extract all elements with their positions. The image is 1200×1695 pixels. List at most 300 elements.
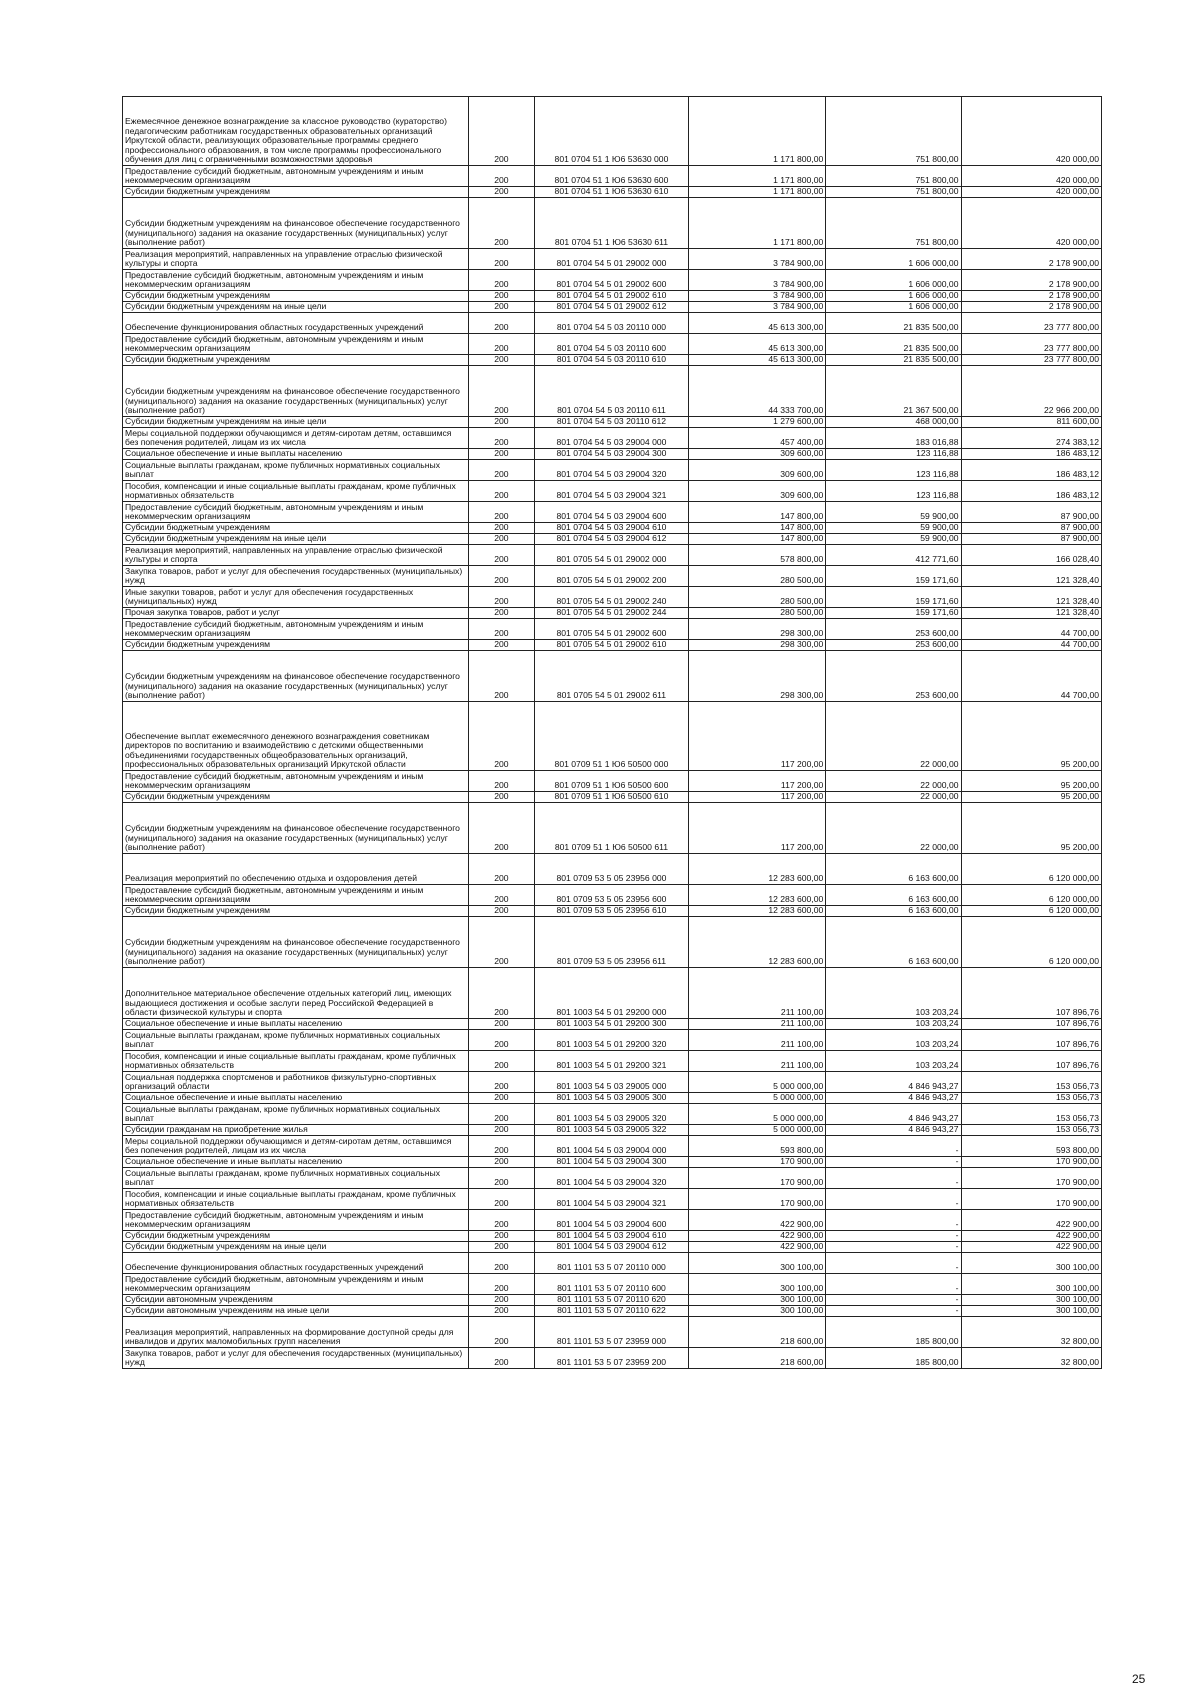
- row-remaining-amount: 153 056,73: [961, 1072, 1102, 1093]
- row-remaining-amount: 593 800,00: [961, 1136, 1102, 1157]
- row-remaining-amount: 2 178 900,00: [961, 302, 1102, 313]
- table-row: [123, 545, 1102, 566]
- row-executed-amount: 6 163 600,00: [826, 906, 961, 917]
- row-executed-amount: -: [826, 1274, 961, 1295]
- row-budget-code: 801 1101 53 5 07 20110 622: [534, 1306, 688, 1317]
- row-remaining-amount: 186 483,12: [961, 481, 1102, 502]
- row-code: 200: [468, 651, 534, 702]
- row-remaining-amount: 95 200,00: [961, 792, 1102, 803]
- row-remaining-amount: 95 200,00: [961, 771, 1102, 792]
- row-budget-code: 801 1003 54 5 01 29200 000: [534, 968, 688, 1019]
- row-budget-code: 801 0704 51 1 Ю6 53630 600: [534, 166, 688, 187]
- table-row: [123, 1157, 1102, 1168]
- row-approved-amount: 5 000 000,00: [689, 1125, 826, 1136]
- row-budget-code: 801 0705 54 5 01 29002 610: [534, 640, 688, 651]
- row-name: Иные закупки товаров, работ и услуг для обеспечения государственных (муниципальных) нужд: [123, 587, 469, 608]
- row-executed-amount: -: [826, 1242, 961, 1253]
- row-name: Предоставление субсидий бюджетным, автономным учреждениям и иным некоммерческим организациям: [123, 771, 469, 792]
- row-approved-amount: 147 800,00: [689, 502, 826, 523]
- row-remaining-amount: 23 777 800,00: [961, 334, 1102, 355]
- table-row: [123, 1210, 1102, 1231]
- row-executed-amount: 59 900,00: [826, 523, 961, 534]
- row-executed-amount: 159 171,60: [826, 566, 961, 587]
- row-executed-amount: 253 600,00: [826, 651, 961, 702]
- row-executed-amount: 123 116,88: [826, 481, 961, 502]
- row-executed-amount: 123 116,88: [826, 449, 961, 460]
- row-remaining-amount: 422 900,00: [961, 1231, 1102, 1242]
- row-approved-amount: 12 283 600,00: [689, 885, 826, 906]
- table-row: [123, 313, 1102, 334]
- row-remaining-amount: 121 328,40: [961, 566, 1102, 587]
- row-name: Закупка товаров, работ и услуг для обеспечения государственных (муниципальных) нужд: [123, 1348, 469, 1369]
- row-remaining-amount: 153 056,73: [961, 1093, 1102, 1104]
- row-budget-code: 801 0704 51 1 Ю6 53630 611: [534, 198, 688, 249]
- row-remaining-amount: 121 328,40: [961, 587, 1102, 608]
- table-row: [123, 534, 1102, 545]
- row-remaining-amount: 420 000,00: [961, 187, 1102, 198]
- row-approved-amount: 211 100,00: [689, 1019, 826, 1030]
- row-executed-amount: 6 163 600,00: [826, 885, 961, 906]
- row-code: 200: [468, 854, 534, 885]
- row-remaining-amount: 6 120 000,00: [961, 854, 1102, 885]
- row-approved-amount: 593 800,00: [689, 1136, 826, 1157]
- row-executed-amount: -: [826, 1295, 961, 1306]
- row-remaining-amount: 44 700,00: [961, 651, 1102, 702]
- row-name: Субсидии бюджетным учреждениям: [123, 291, 469, 302]
- row-budget-code: 801 1003 54 5 03 29005 320: [534, 1104, 688, 1125]
- row-remaining-amount: 420 000,00: [961, 97, 1102, 166]
- row-code: 200: [468, 1125, 534, 1136]
- row-approved-amount: 3 784 900,00: [689, 291, 826, 302]
- row-executed-amount: 123 116,88: [826, 460, 961, 481]
- row-code: 200: [468, 885, 534, 906]
- row-budget-code: 801 1004 54 5 03 29004 000: [534, 1136, 688, 1157]
- row-executed-amount: 6 163 600,00: [826, 917, 961, 968]
- table-row: [123, 566, 1102, 587]
- row-executed-amount: 59 900,00: [826, 534, 961, 545]
- row-approved-amount: 300 100,00: [689, 1253, 826, 1274]
- table-row: [123, 249, 1102, 270]
- row-code: 200: [468, 917, 534, 968]
- row-approved-amount: 44 333 700,00: [689, 366, 826, 417]
- row-name: Меры социальной поддержки обучающимся и детям-сиротам детям, оставшимся без попечения родителей, лицам из их числа: [123, 428, 469, 449]
- row-executed-amount: -: [826, 1157, 961, 1168]
- row-name: Ежемесячное денежное вознаграждение за классное руководство (кураторство) педагогическим работникам государственных образовательных организаций Иркутской области, реализующих образовательные программы среднего профессионального образования, в том числе программы профессионального обучения для лиц с ограниченными возможностями здоровья: [123, 97, 469, 166]
- row-approved-amount: 1 171 800,00: [689, 187, 826, 198]
- row-name: Социальная поддержка спортсменов и работников физкультурно-спортивных организаций области: [123, 1072, 469, 1093]
- row-remaining-amount: 23 777 800,00: [961, 355, 1102, 366]
- row-approved-amount: 12 283 600,00: [689, 854, 826, 885]
- row-approved-amount: 280 500,00: [689, 566, 826, 587]
- row-approved-amount: 1 171 800,00: [689, 97, 826, 166]
- row-approved-amount: 300 100,00: [689, 1306, 826, 1317]
- table-row: [123, 906, 1102, 917]
- row-approved-amount: 211 100,00: [689, 1051, 826, 1072]
- table-row: [123, 502, 1102, 523]
- row-code: 200: [468, 906, 534, 917]
- row-name: Социальное обеспечение и иные выплаты населению: [123, 1019, 469, 1030]
- row-remaining-amount: 87 900,00: [961, 534, 1102, 545]
- row-code: 200: [468, 608, 534, 619]
- row-budget-code: 801 0709 51 1 Ю6 50500 600: [534, 771, 688, 792]
- row-executed-amount: 103 203,24: [826, 1019, 961, 1030]
- row-name: Субсидии бюджетным учреждениям на иные цели: [123, 1242, 469, 1253]
- row-approved-amount: 12 283 600,00: [689, 906, 826, 917]
- row-executed-amount: 412 771,60: [826, 545, 961, 566]
- row-name: Социальное обеспечение и иные выплаты населению: [123, 449, 469, 460]
- table-row: [123, 1051, 1102, 1072]
- table-row: [123, 1030, 1102, 1051]
- row-approved-amount: 170 900,00: [689, 1189, 826, 1210]
- row-executed-amount: 4 846 943,27: [826, 1125, 961, 1136]
- row-approved-amount: 211 100,00: [689, 1030, 826, 1051]
- row-budget-code: 801 1101 53 5 07 20110 000: [534, 1253, 688, 1274]
- row-approved-amount: 117 200,00: [689, 792, 826, 803]
- row-executed-amount: 103 203,24: [826, 1051, 961, 1072]
- row-code: 200: [468, 1306, 534, 1317]
- row-budget-code: 801 0709 51 1 Ю6 50500 610: [534, 792, 688, 803]
- row-executed-amount: 253 600,00: [826, 640, 961, 651]
- row-approved-amount: 45 613 300,00: [689, 313, 826, 334]
- budget-execution-table: [122, 96, 1102, 1369]
- row-name: Субсидии бюджетным учреждениям на иные цели: [123, 302, 469, 313]
- row-name: Субсидии автономным учреждениям: [123, 1295, 469, 1306]
- row-executed-amount: -: [826, 1306, 961, 1317]
- row-remaining-amount: 6 120 000,00: [961, 885, 1102, 906]
- table-row: [123, 270, 1102, 291]
- row-budget-code: 801 0704 54 5 03 29004 600: [534, 502, 688, 523]
- row-code: 200: [468, 187, 534, 198]
- row-name: Реализация мероприятий, направленных на управление отраслью физической культуры и спорта: [123, 545, 469, 566]
- row-budget-code: 801 0704 51 1 Ю6 53630 610: [534, 187, 688, 198]
- row-approved-amount: 211 100,00: [689, 968, 826, 1019]
- page-number: 25: [1132, 1672, 1146, 1686]
- row-name: Субсидии бюджетным учреждениям: [123, 640, 469, 651]
- table-row: [123, 1306, 1102, 1317]
- row-executed-amount: 1 606 000,00: [826, 291, 961, 302]
- row-remaining-amount: 811 600,00: [961, 417, 1102, 428]
- row-remaining-amount: 170 900,00: [961, 1189, 1102, 1210]
- row-remaining-amount: 274 383,12: [961, 428, 1102, 449]
- row-remaining-amount: 107 896,76: [961, 1030, 1102, 1051]
- row-approved-amount: 3 784 900,00: [689, 302, 826, 313]
- table-row: [123, 1253, 1102, 1274]
- row-code: 200: [468, 1348, 534, 1369]
- row-approved-amount: 1 279 600,00: [689, 417, 826, 428]
- table-row: [123, 523, 1102, 534]
- row-code: 200: [468, 249, 534, 270]
- row-name: Социальное обеспечение и иные выплаты населению: [123, 1157, 469, 1168]
- row-budget-code: 801 1004 54 5 03 29004 321: [534, 1189, 688, 1210]
- row-executed-amount: -: [826, 1136, 961, 1157]
- row-remaining-amount: 300 100,00: [961, 1274, 1102, 1295]
- row-executed-amount: 21 367 500,00: [826, 366, 961, 417]
- row-approved-amount: 309 600,00: [689, 481, 826, 502]
- row-name: Субсидии бюджетным учреждениям: [123, 906, 469, 917]
- row-executed-amount: 751 800,00: [826, 198, 961, 249]
- row-remaining-amount: 107 896,76: [961, 968, 1102, 1019]
- row-budget-code: 801 0709 53 5 05 23956 600: [534, 885, 688, 906]
- row-name: Пособия, компенсации и иные социальные выплаты гражданам, кроме публичных нормативных обязательств: [123, 1189, 469, 1210]
- row-code: 200: [468, 302, 534, 313]
- row-name: Субсидии бюджетным учреждениям на финансовое обеспечение государственного (муниципального) задания на оказание государственных (муниципальных) услуг (выполнение работ): [123, 651, 469, 702]
- row-name: Предоставление субсидий бюджетным, автономным учреждениям и иным некоммерческим организациям: [123, 885, 469, 906]
- row-budget-code: 801 0704 54 5 03 20110 600: [534, 334, 688, 355]
- row-remaining-amount: 422 900,00: [961, 1210, 1102, 1231]
- row-executed-amount: 159 171,60: [826, 587, 961, 608]
- row-remaining-amount: 300 100,00: [961, 1295, 1102, 1306]
- row-executed-amount: 103 203,24: [826, 968, 961, 1019]
- row-name: Реализация мероприятий по обеспечению отдыха и оздоровления детей: [123, 854, 469, 885]
- row-name: Пособия, компенсации и иные социальные выплаты гражданам, кроме публичных нормативных обязательств: [123, 481, 469, 502]
- row-executed-amount: 21 835 500,00: [826, 355, 961, 366]
- table-row: [123, 1242, 1102, 1253]
- row-code: 200: [468, 1136, 534, 1157]
- table-row: [123, 1295, 1102, 1306]
- row-executed-amount: 159 171,60: [826, 608, 961, 619]
- table-row: [123, 1136, 1102, 1157]
- table-row: [123, 1348, 1102, 1369]
- row-code: 200: [468, 417, 534, 428]
- row-name: Реализация мероприятий, направленных на управление отраслью физической культуры и спорта: [123, 249, 469, 270]
- row-name: Предоставление субсидий бюджетным, автономным учреждениям и иным некоммерческим организациям: [123, 619, 469, 640]
- row-code: 200: [468, 355, 534, 366]
- row-approved-amount: 218 600,00: [689, 1348, 826, 1369]
- row-code: 200: [468, 1072, 534, 1093]
- row-code: 200: [468, 702, 534, 771]
- row-approved-amount: 422 900,00: [689, 1210, 826, 1231]
- row-remaining-amount: 2 178 900,00: [961, 270, 1102, 291]
- row-approved-amount: 117 200,00: [689, 702, 826, 771]
- row-name: Социальные выплаты гражданам, кроме публичных нормативных социальных выплат: [123, 1168, 469, 1189]
- row-budget-code: 801 0709 51 1 Ю6 50500 611: [534, 803, 688, 854]
- row-budget-code: 801 1003 54 5 03 29005 300: [534, 1093, 688, 1104]
- row-approved-amount: 298 300,00: [689, 640, 826, 651]
- row-remaining-amount: 95 200,00: [961, 702, 1102, 771]
- row-code: 200: [468, 166, 534, 187]
- row-remaining-amount: 300 100,00: [961, 1253, 1102, 1274]
- row-remaining-amount: 166 028,40: [961, 545, 1102, 566]
- row-approved-amount: 218 600,00: [689, 1317, 826, 1348]
- row-approved-amount: 280 500,00: [689, 608, 826, 619]
- table-row: [123, 97, 1102, 166]
- row-approved-amount: 170 900,00: [689, 1157, 826, 1168]
- row-code: 200: [468, 1317, 534, 1348]
- table-row: [123, 1019, 1102, 1030]
- row-name: Субсидии бюджетным учреждениям: [123, 355, 469, 366]
- table-row: [123, 1231, 1102, 1242]
- table-row: [123, 854, 1102, 885]
- row-code: 200: [468, 1231, 534, 1242]
- row-code: 200: [468, 1210, 534, 1231]
- row-executed-amount: 59 900,00: [826, 502, 961, 523]
- row-executed-amount: -: [826, 1210, 961, 1231]
- table-row: [123, 417, 1102, 428]
- row-budget-code: 801 1101 53 5 07 23959 200: [534, 1348, 688, 1369]
- row-approved-amount: 3 784 900,00: [689, 270, 826, 291]
- row-code: 200: [468, 792, 534, 803]
- row-executed-amount: 21 835 500,00: [826, 313, 961, 334]
- row-budget-code: 801 0704 54 5 03 20110 610: [534, 355, 688, 366]
- row-executed-amount: -: [826, 1253, 961, 1274]
- row-budget-code: 801 0704 54 5 03 29004 321: [534, 481, 688, 502]
- row-code: 200: [468, 803, 534, 854]
- table-row: [123, 366, 1102, 417]
- row-code: 200: [468, 545, 534, 566]
- row-executed-amount: 751 800,00: [826, 166, 961, 187]
- row-executed-amount: 4 846 943,27: [826, 1093, 961, 1104]
- row-name: Субсидии гражданам на приобретение жилья: [123, 1125, 469, 1136]
- budget-table-body: [123, 97, 1102, 1369]
- row-executed-amount: 22 000,00: [826, 771, 961, 792]
- row-approved-amount: 309 600,00: [689, 460, 826, 481]
- row-name: Субсидии бюджетным учреждениям: [123, 187, 469, 198]
- row-approved-amount: 578 800,00: [689, 545, 826, 566]
- row-code: 200: [468, 270, 534, 291]
- row-name: Предоставление субсидий бюджетным, автономным учреждениям и иным некоммерческим организациям: [123, 1274, 469, 1295]
- row-remaining-amount: 170 900,00: [961, 1157, 1102, 1168]
- row-name: Предоставление субсидий бюджетным, автономным учреждениям и иным некоммерческим организациям: [123, 334, 469, 355]
- row-budget-code: 801 1003 54 5 03 29005 322: [534, 1125, 688, 1136]
- row-executed-amount: 185 800,00: [826, 1348, 961, 1369]
- row-executed-amount: 103 203,24: [826, 1030, 961, 1051]
- table-row: [123, 334, 1102, 355]
- table-row: [123, 355, 1102, 366]
- row-remaining-amount: 2 178 900,00: [961, 291, 1102, 302]
- table-row: [123, 166, 1102, 187]
- row-code: 200: [468, 1274, 534, 1295]
- row-budget-code: 801 1003 54 5 01 29200 320: [534, 1030, 688, 1051]
- row-approved-amount: 3 784 900,00: [689, 249, 826, 270]
- row-executed-amount: 22 000,00: [826, 792, 961, 803]
- table-row: [123, 587, 1102, 608]
- row-budget-code: 801 0709 51 1 Ю6 50500 000: [534, 702, 688, 771]
- row-remaining-amount: 170 900,00: [961, 1168, 1102, 1189]
- row-budget-code: 801 0705 54 5 01 29002 611: [534, 651, 688, 702]
- row-code: 200: [468, 1242, 534, 1253]
- row-name: Прочая закупка товаров, работ и услуг: [123, 608, 469, 619]
- row-executed-amount: 468 000,00: [826, 417, 961, 428]
- row-budget-code: 801 0704 54 5 03 20110 000: [534, 313, 688, 334]
- row-name: Предоставление субсидий бюджетным, автономным учреждениям и иным некоммерческим организациям: [123, 502, 469, 523]
- row-remaining-amount: 2 178 900,00: [961, 249, 1102, 270]
- row-code: 200: [468, 1168, 534, 1189]
- table-row: [123, 1274, 1102, 1295]
- row-budget-code: 801 0704 54 5 03 29004 000: [534, 428, 688, 449]
- row-name: Обеспечение функционирования областных государственных учреждений: [123, 313, 469, 334]
- row-budget-code: 801 0705 54 5 01 29002 240: [534, 587, 688, 608]
- row-executed-amount: -: [826, 1189, 961, 1210]
- row-code: 200: [468, 566, 534, 587]
- row-budget-code: 801 0705 54 5 01 29002 600: [534, 619, 688, 640]
- table-row: [123, 1168, 1102, 1189]
- row-approved-amount: 422 900,00: [689, 1242, 826, 1253]
- row-budget-code: 801 0709 53 5 05 23956 610: [534, 906, 688, 917]
- row-budget-code: 801 0704 51 1 Ю6 53630 000: [534, 97, 688, 166]
- table-row: [123, 302, 1102, 313]
- row-name: Социальное обеспечение и иные выплаты населению: [123, 1093, 469, 1104]
- row-name: Субсидии бюджетным учреждениям: [123, 523, 469, 534]
- row-code: 200: [468, 640, 534, 651]
- row-approved-amount: 117 200,00: [689, 771, 826, 792]
- row-remaining-amount: 186 483,12: [961, 449, 1102, 460]
- row-budget-code: 801 1004 54 5 03 29004 300: [534, 1157, 688, 1168]
- row-executed-amount: -: [826, 1231, 961, 1242]
- row-name: Субсидии бюджетным учреждениям: [123, 792, 469, 803]
- row-budget-code: 801 1101 53 5 07 23959 000: [534, 1317, 688, 1348]
- row-approved-amount: 309 600,00: [689, 449, 826, 460]
- row-budget-code: 801 0704 54 5 01 29002 600: [534, 270, 688, 291]
- row-name: Субсидии бюджетным учреждениям на иные цели: [123, 417, 469, 428]
- row-executed-amount: 1 606 000,00: [826, 249, 961, 270]
- table-row: [123, 291, 1102, 302]
- table-row: [123, 460, 1102, 481]
- row-budget-code: 801 1004 54 5 03 29004 612: [534, 1242, 688, 1253]
- row-approved-amount: 300 100,00: [689, 1295, 826, 1306]
- row-remaining-amount: 44 700,00: [961, 640, 1102, 651]
- row-code: 200: [468, 502, 534, 523]
- table-row: [123, 771, 1102, 792]
- row-executed-amount: 21 835 500,00: [826, 334, 961, 355]
- row-remaining-amount: 300 100,00: [961, 1306, 1102, 1317]
- row-code: 200: [468, 1019, 534, 1030]
- row-budget-code: 801 0704 54 5 03 20110 612: [534, 417, 688, 428]
- row-budget-code: 801 1003 54 5 03 29005 000: [534, 1072, 688, 1093]
- table-row: [123, 1189, 1102, 1210]
- row-executed-amount: 751 800,00: [826, 97, 961, 166]
- row-budget-code: 801 0705 54 5 01 29002 000: [534, 545, 688, 566]
- row-approved-amount: 280 500,00: [689, 587, 826, 608]
- row-remaining-amount: 87 900,00: [961, 502, 1102, 523]
- row-name: Субсидии автономным учреждениям на иные цели: [123, 1306, 469, 1317]
- table-row: [123, 651, 1102, 702]
- row-remaining-amount: 32 800,00: [961, 1348, 1102, 1369]
- row-executed-amount: 22 000,00: [826, 702, 961, 771]
- row-executed-amount: 1 606 000,00: [826, 270, 961, 291]
- row-name: Меры социальной поддержки обучающимся и детям-сиротам детям, оставшимся без попечения родителей, лицам из их числа: [123, 1136, 469, 1157]
- row-name: Субсидии бюджетным учреждениям на иные цели: [123, 534, 469, 545]
- row-approved-amount: 300 100,00: [689, 1274, 826, 1295]
- row-remaining-amount: 107 896,76: [961, 1051, 1102, 1072]
- row-code: 200: [468, 481, 534, 502]
- table-row: [123, 792, 1102, 803]
- row-executed-amount: 185 800,00: [826, 1317, 961, 1348]
- row-remaining-amount: 87 900,00: [961, 523, 1102, 534]
- row-code: 200: [468, 1253, 534, 1274]
- row-executed-amount: 4 846 943,27: [826, 1104, 961, 1125]
- row-budget-code: 801 0704 54 5 03 29004 612: [534, 534, 688, 545]
- row-budget-code: 801 1003 54 5 01 29200 321: [534, 1051, 688, 1072]
- row-name: Субсидии бюджетным учреждениям на финансовое обеспечение государственного (муниципального) задания на оказание государственных (муниципальных) услуг (выполнение работ): [123, 366, 469, 417]
- table-row: [123, 1072, 1102, 1093]
- row-name: Обеспечение функционирования областных государственных учреждений: [123, 1253, 469, 1274]
- row-code: 200: [468, 619, 534, 640]
- row-approved-amount: 5 000 000,00: [689, 1104, 826, 1125]
- table-row: [123, 481, 1102, 502]
- row-executed-amount: 1 606 000,00: [826, 302, 961, 313]
- table-row: [123, 885, 1102, 906]
- row-code: 200: [468, 534, 534, 545]
- row-budget-code: 801 1101 53 5 07 20110 600: [534, 1274, 688, 1295]
- row-budget-code: 801 0704 54 5 03 20110 611: [534, 366, 688, 417]
- row-approved-amount: 1 171 800,00: [689, 198, 826, 249]
- row-approved-amount: 1 171 800,00: [689, 166, 826, 187]
- row-code: 200: [468, 771, 534, 792]
- row-approved-amount: 298 300,00: [689, 651, 826, 702]
- row-approved-amount: 422 900,00: [689, 1231, 826, 1242]
- row-code: 200: [468, 366, 534, 417]
- row-remaining-amount: 22 966 200,00: [961, 366, 1102, 417]
